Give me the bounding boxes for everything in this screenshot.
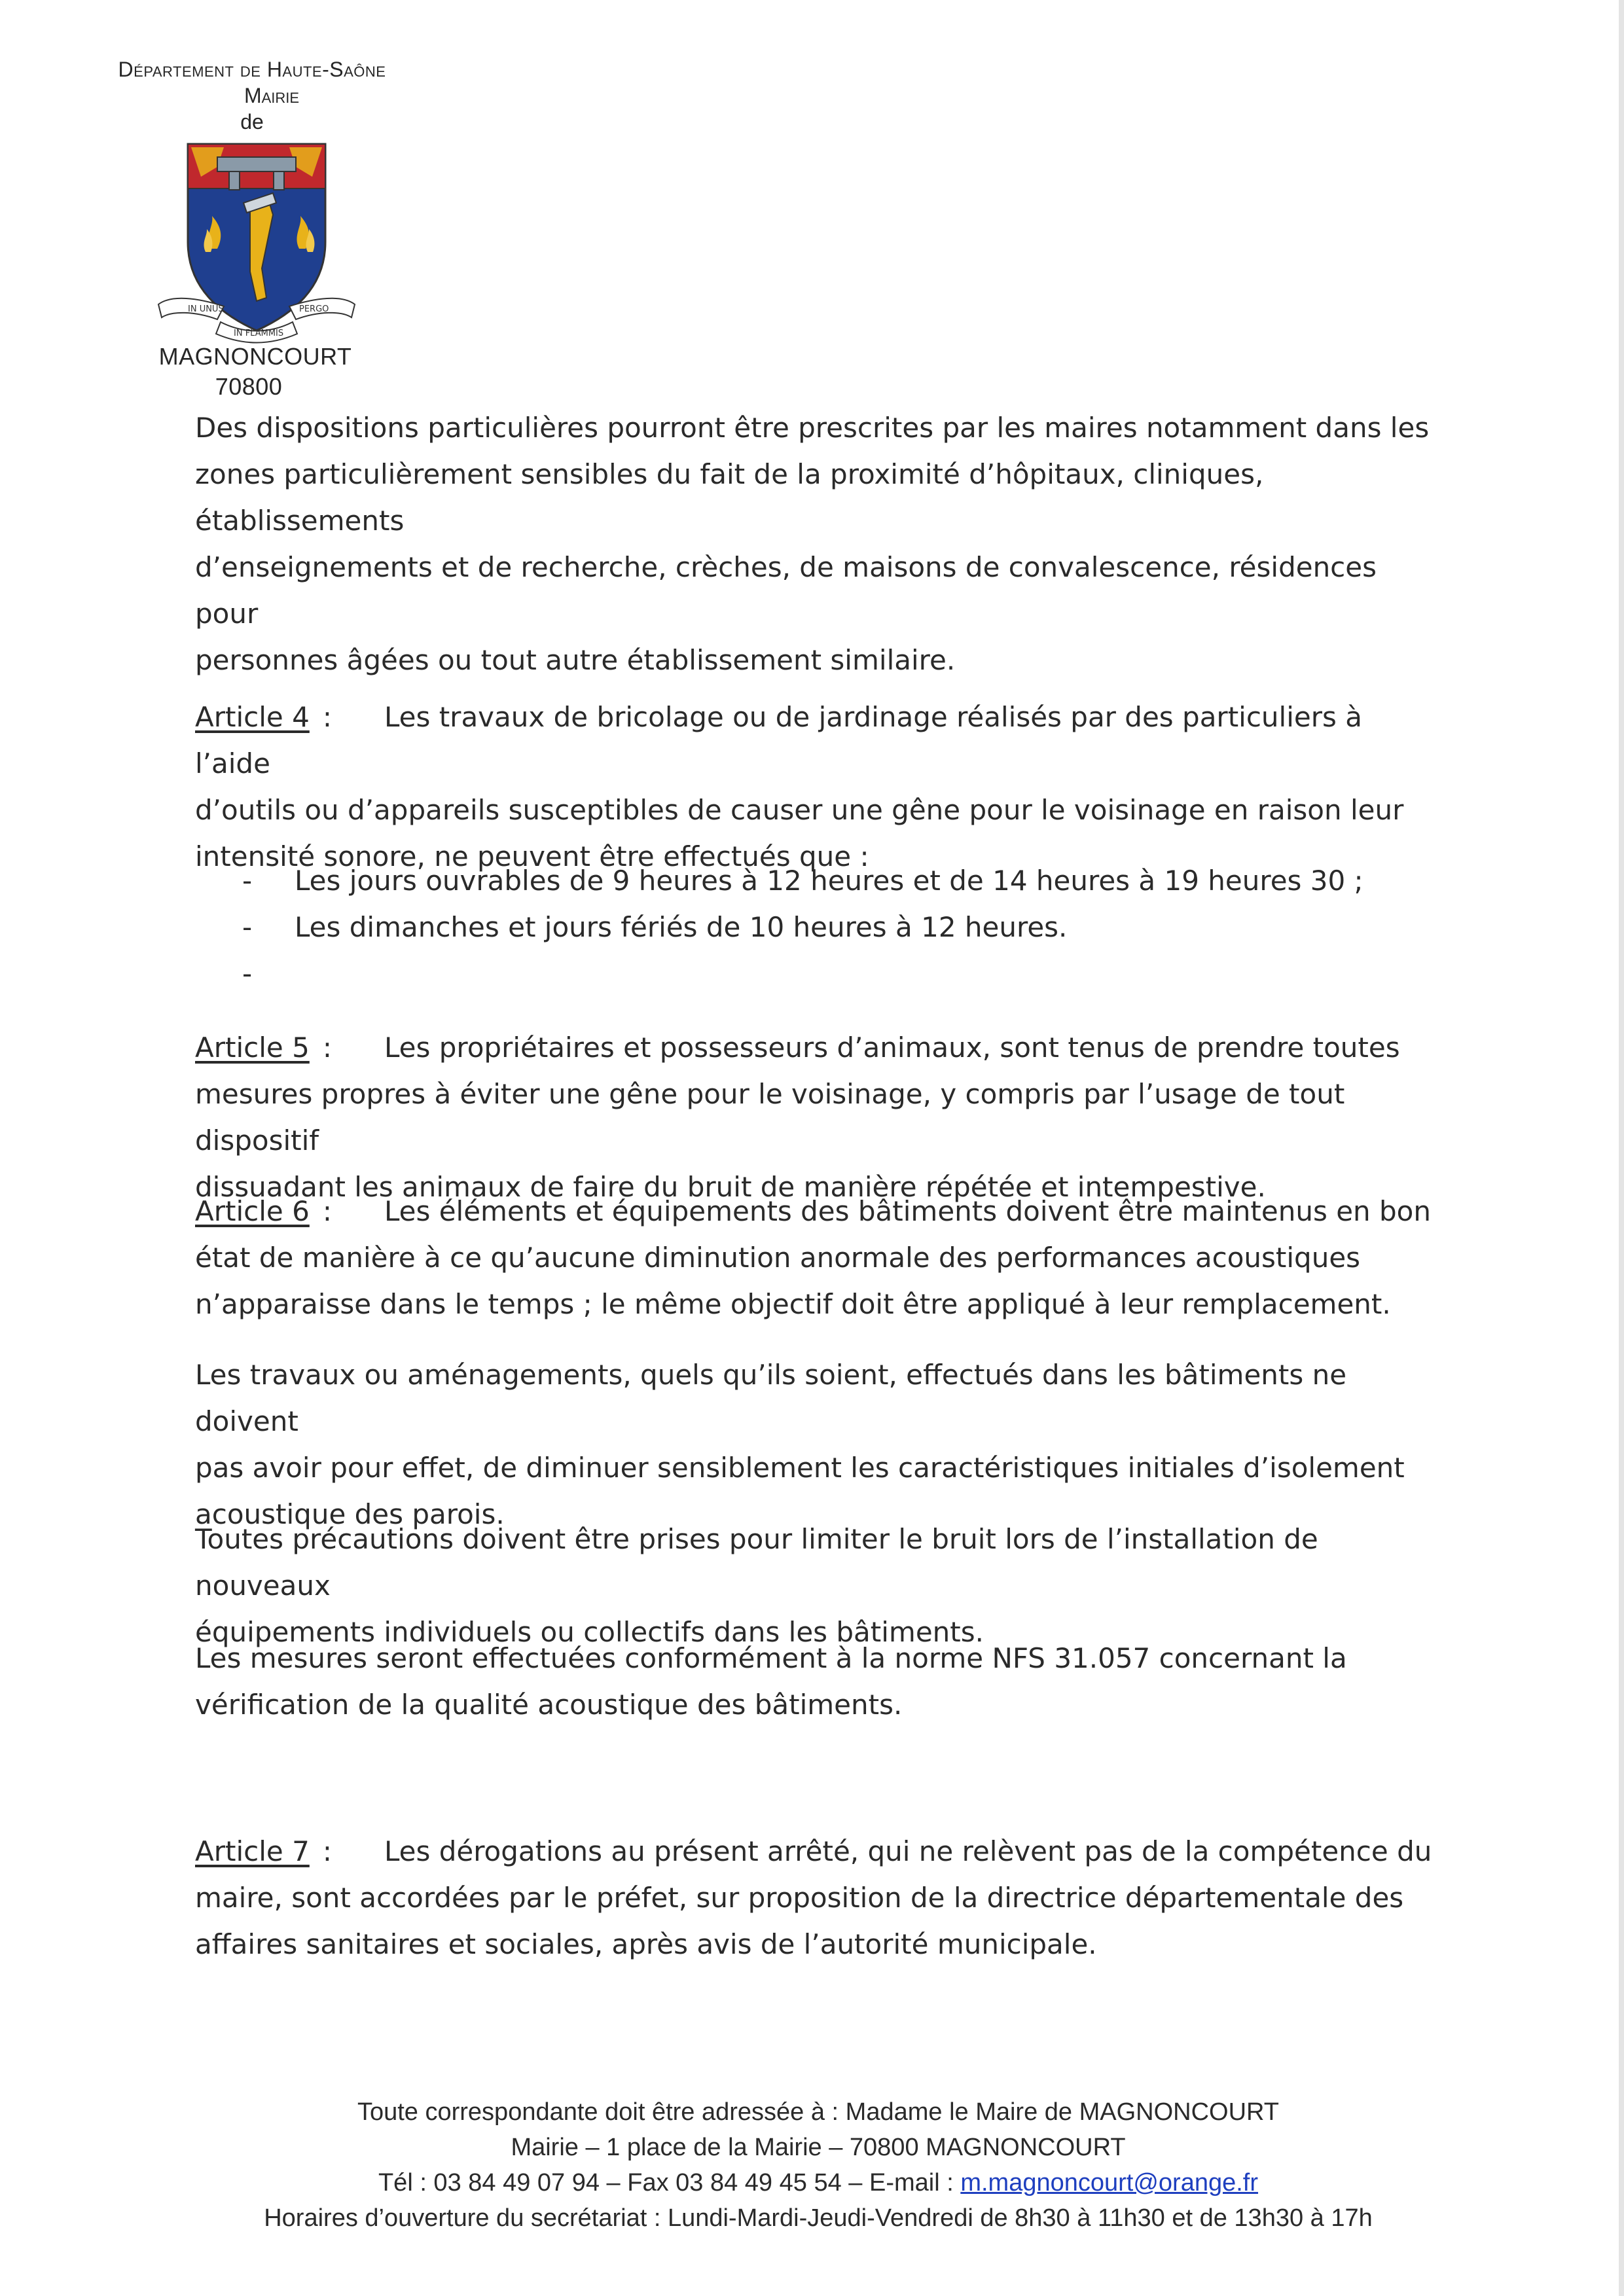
town-name: MAGNONCOURT (158, 343, 352, 370)
article-5-label: Article 5 (195, 1031, 310, 1064)
intro-line: d’enseignements et de recherche, crèches, de maisons de convalescence, résidences pour (195, 551, 1377, 630)
footer-phone-fax: Tél : 03 84 49 07 94 – Fax 03 84 49 45 54 – E-mail : (378, 2169, 961, 2197)
list-item-text: Les jours ouvrables de 9 heures à 12 heures et de 14 heures à 19 heures 30 ; (295, 865, 1363, 897)
article-line: affaires sanitaires et sociales, après avis de l’autorité municipale. (195, 1928, 1097, 1960)
letterhead (98, 56, 406, 135)
article-line: intensité sonore, ne peuvent être effectués que : (195, 840, 869, 872)
article-6-paragraph-4 (195, 1635, 1439, 1728)
footer-contact (196, 2165, 1440, 2200)
article-6 (195, 1188, 1439, 1327)
intro-line: personnes âgées ou tout autre établissement similaire. (195, 644, 956, 676)
crest-motto-right: PERGO (299, 304, 329, 314)
town-postcode: 70800 (215, 373, 283, 400)
town-block (131, 342, 380, 402)
footer-address: Mairie – 1 place de la Mairie – 70800 MAGNONCOURT (511, 2134, 1126, 2161)
mairie-label: Mairie (244, 84, 300, 107)
list-dash: - (242, 911, 253, 943)
intro-line: zones particulièrement sensibles du fait de la proximité d’hôpitaux, cliniques, établissements (195, 458, 1264, 537)
footer (196, 2094, 1440, 2236)
article-line: état de manière à ce qu’aucune diminution anormale des performances acoustiques (195, 1242, 1361, 1274)
list-dash: - (242, 865, 253, 897)
article-line: pas avoir pour effet, de diminuer sensiblement les caractéristiques initiales d’isolement (195, 1452, 1405, 1484)
article-6-colon: : (322, 1195, 332, 1227)
article-6-label: Article 6 (195, 1195, 310, 1227)
article-5-colon: : (322, 1031, 332, 1064)
footer-hours: Horaires d’ouverture du secrétariat : Lundi-Mardi-Jeudi-Vendredi de 8h30 à 11h30 et de 13h30 à 17h (264, 2204, 1373, 2232)
article-line: dissuadant les animaux de faire du bruit de manière répétée et intempestive. (195, 1171, 1266, 1203)
article-line: Les mesures seront effectuées conformément à la norme NFS 31.057 concernant la (195, 1642, 1347, 1674)
footer-correspondence: Toute correspondante doit être adressée à : Madame le Maire de MAGNONCOURT (357, 2098, 1280, 2126)
article-line: Les travaux de bricolage ou de jardinage réalisés par des particuliers à l’aide (195, 701, 1362, 780)
coat-of-arms-icon (152, 137, 361, 347)
article-5 (195, 1024, 1439, 1210)
scan-edge (1619, 0, 1624, 2296)
article-line: d’outils ou d’appareils susceptibles de causer une gêne pour le voisinage en raison leur (195, 794, 1404, 826)
article-line: équipements individuels ou collectifs dans les bâtiments. (195, 1616, 984, 1648)
article-5-first-line (195, 1024, 1439, 1071)
article-line: Les éléments et équipements des bâtiments doivent être maintenus en bon (384, 1195, 1431, 1227)
article-line: maire, sont accordées par le préfet, sur proposition de la directrice départementale des (195, 1882, 1404, 1914)
article-6-first-line (195, 1188, 1439, 1234)
article-4 (195, 694, 1439, 880)
article-4-first-line (195, 694, 1439, 787)
article-7-label: Article 7 (195, 1835, 310, 1867)
department-name: Département de Haute-Saône (118, 58, 386, 81)
article-line: Les dérogations au présent arrêté, qui ne relèvent pas de la compétence du (384, 1835, 1432, 1867)
article-4-list (242, 857, 1420, 990)
intro-paragraph (195, 404, 1439, 683)
article-4-label: Article 4 (195, 701, 310, 733)
article-line: mesures propres à éviter une gêne pour le voisinage, y compris par l’usage de tout dispositif (195, 1078, 1345, 1157)
article-7-colon: : (322, 1835, 332, 1867)
article-line: Toutes précautions doivent être prises pour limiter le bruit lors de l’installation de nouveaux (195, 1523, 1318, 1602)
de-label: de (240, 110, 264, 134)
article-7-first-line (195, 1828, 1439, 1874)
article-line: acoustique des parois. (195, 1498, 505, 1530)
list-item (242, 857, 1420, 904)
article-line: vérification de la qualité acoustique des bâtiments. (195, 1689, 903, 1721)
article-line: Les travaux ou aménagements, quels qu’ils soient, effectués dans les bâtiments ne doivent (195, 1359, 1347, 1437)
list-dash: - (242, 958, 253, 990)
email-link[interactable]: m.magnoncourt@orange.fr (960, 2169, 1259, 2197)
article-4-colon: : (322, 701, 332, 733)
article-line: Les propriétaires et possesseurs d’animaux, sont tenus de prendre toutes (384, 1031, 1400, 1064)
article-6-paragraph-2 (195, 1352, 1439, 1537)
article-7 (195, 1828, 1439, 1967)
intro-line: Des dispositions particulières pourront être prescrites par les maires notamment dans les (195, 412, 1430, 444)
crest-motto-left: IN UNUS (188, 304, 224, 314)
list-item-text: Les dimanches et jours fériés de 10 heures à 12 heures. (295, 911, 1068, 943)
list-item (242, 904, 1420, 950)
article-line: n’apparaisse dans le temps ; le même objectif doit être appliqué à leur remplacement. (195, 1288, 1391, 1320)
crest-motto-bottom: IN FLAMMIS (234, 329, 284, 338)
